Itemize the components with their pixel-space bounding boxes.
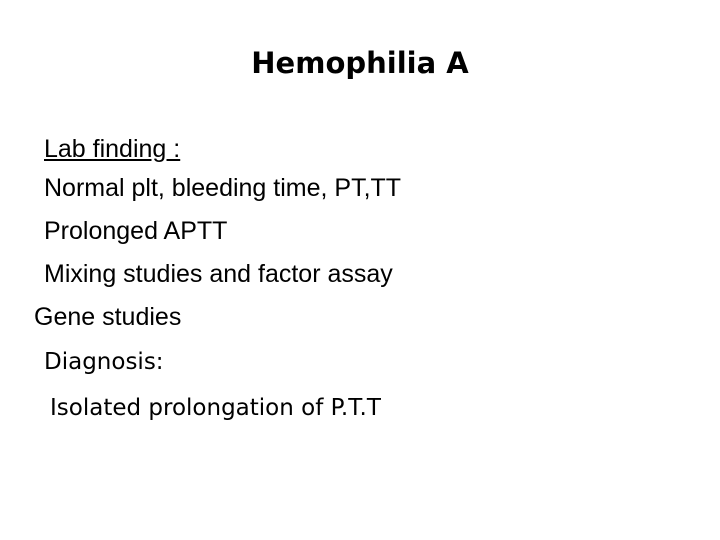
finding-line-2: Prolonged APTT — [44, 217, 228, 245]
slide-title — [0, 46, 720, 80]
finding-line-3: Mixing studies and factor assay — [44, 260, 393, 288]
finding-line-4: Gene studies — [34, 303, 182, 331]
slide-title-text: Hemophilia A — [251, 46, 469, 80]
diagnosis-heading: Diagnosis: — [44, 349, 164, 375]
finding-line-1: Normal plt, bleeding time, PT,TT — [44, 174, 402, 202]
diagnosis-text: Isolated prolongation of P.T.T — [50, 395, 381, 421]
lab-finding-heading: Lab finding : — [44, 135, 181, 163]
